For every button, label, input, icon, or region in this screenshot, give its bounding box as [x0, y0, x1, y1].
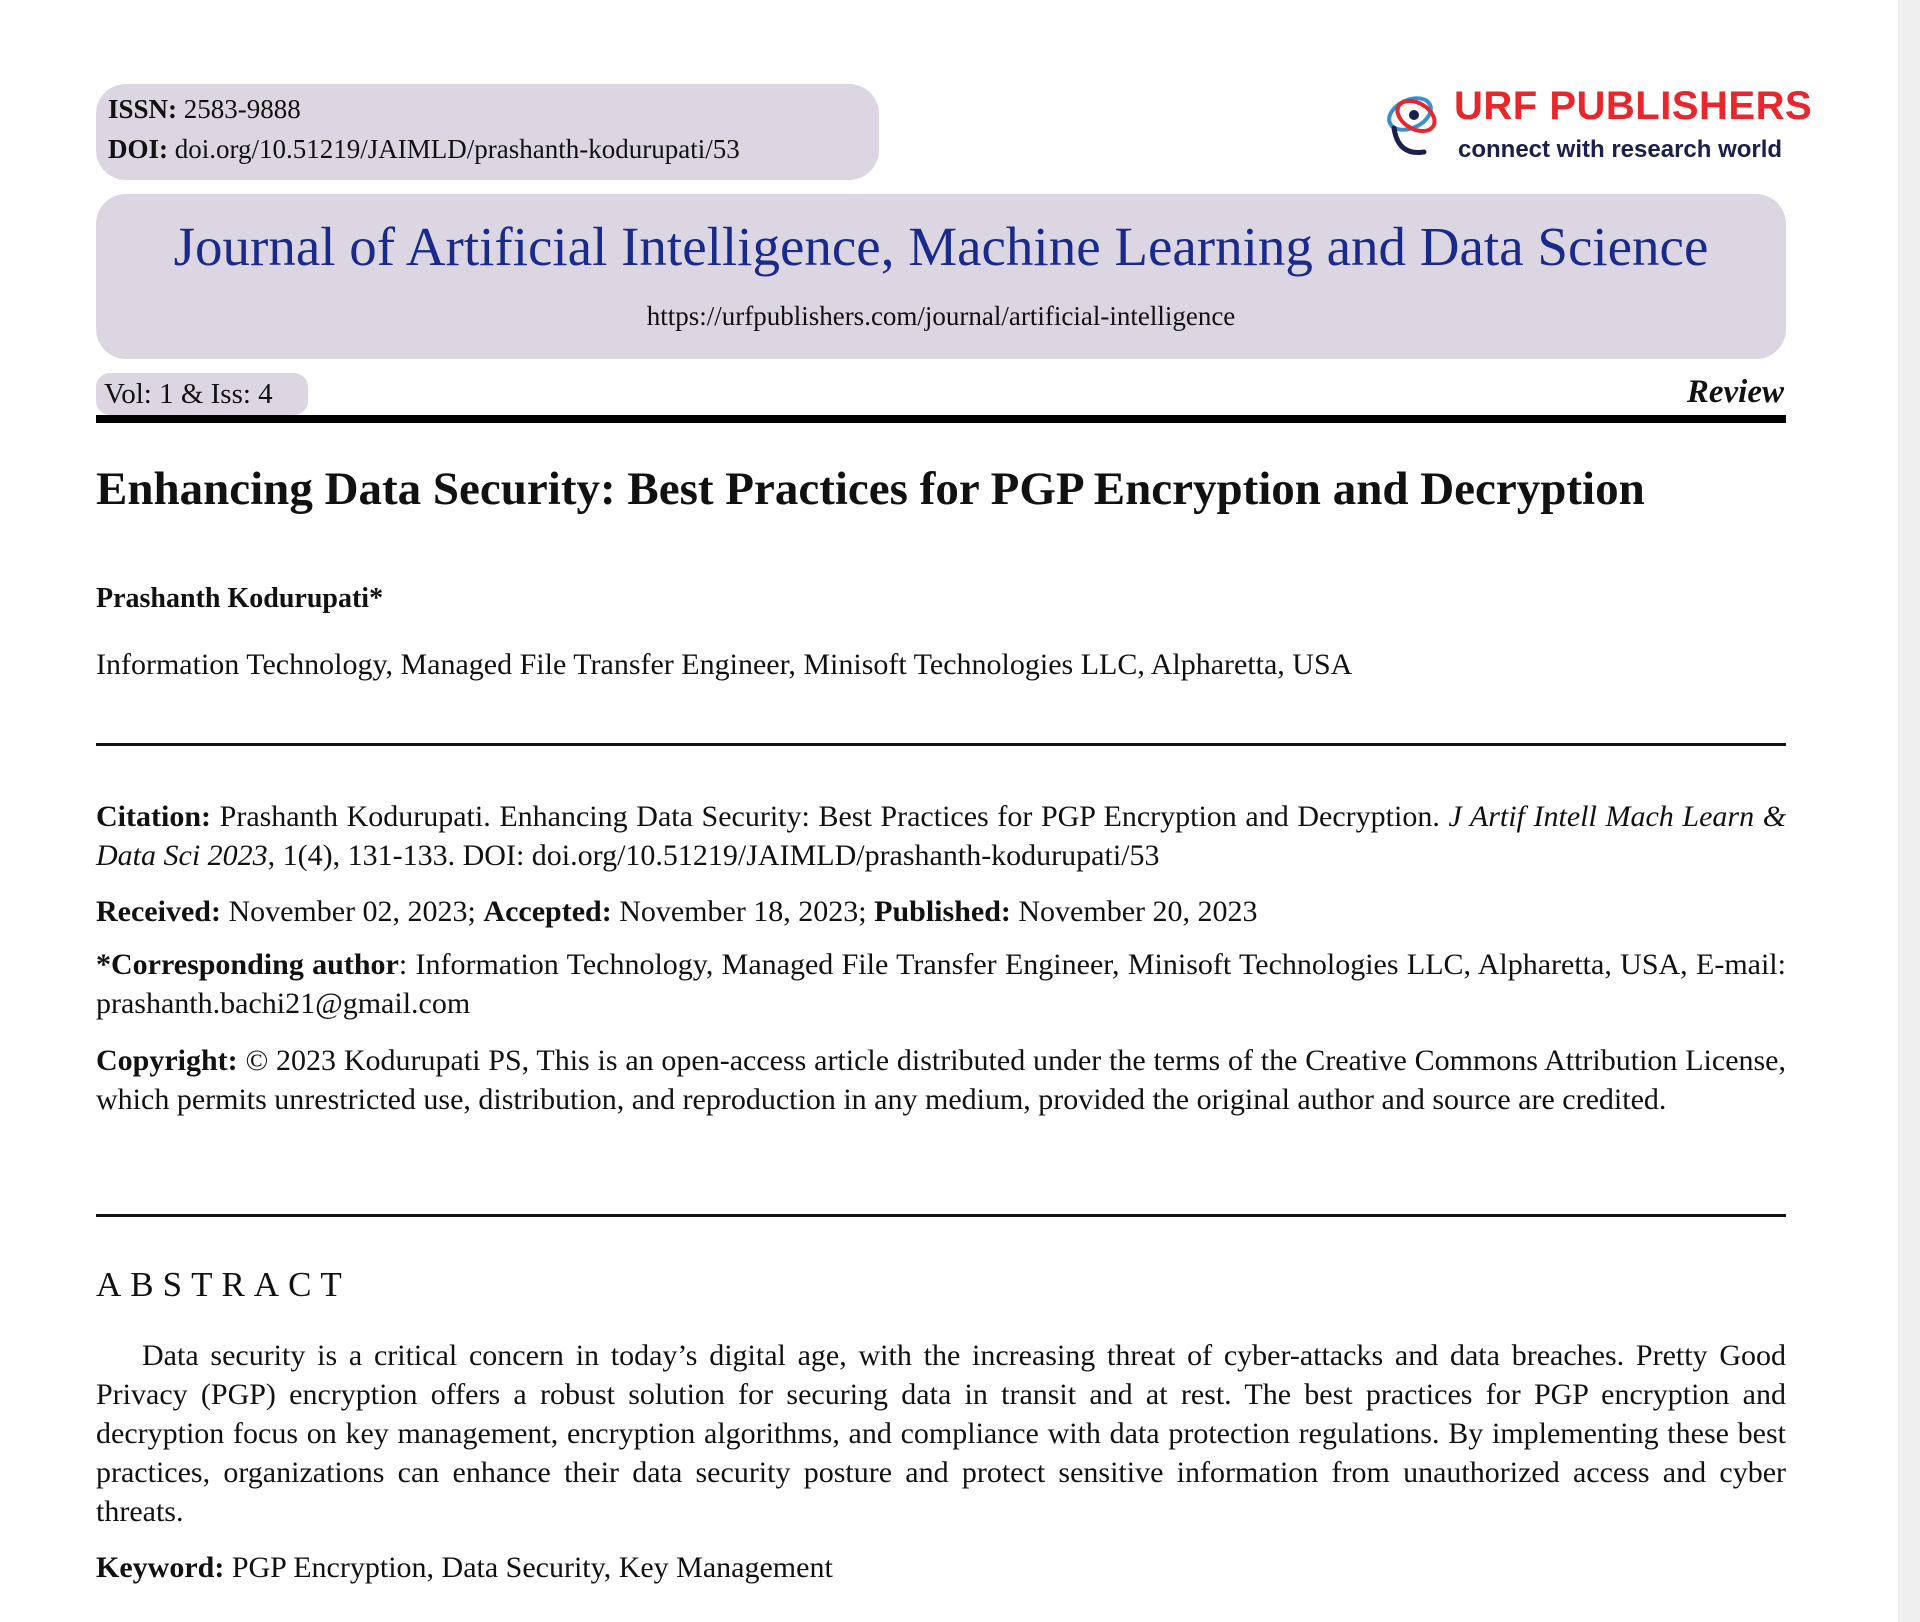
- citation-label: Citation:: [96, 800, 211, 833]
- doi-label: DOI:: [108, 134, 168, 164]
- doi-line: [108, 136, 740, 163]
- issn-label: ISSN:: [108, 94, 178, 124]
- corresponding-label: *Corresponding author: [96, 948, 399, 981]
- publisher-logo: [1380, 84, 1813, 168]
- copyright-label: Copyright:: [96, 1044, 238, 1077]
- received-date: November 02, 2023;: [228, 895, 476, 928]
- journal-banner: [96, 194, 1786, 359]
- accepted-label: Accepted:: [483, 895, 612, 928]
- citation-journal: J Artif Intell Mach Learn & Data Sci 2023: [96, 800, 1787, 872]
- issn-doi-box: [96, 84, 879, 180]
- journal-title: Journal of Artificial Intelligence, Machine Learning and Data Science: [173, 216, 1709, 277]
- issn-value: 2583-9888: [183, 94, 301, 124]
- citation-text: Prashanth Kodurupati. Enhancing Data Security: Best Practices for PGP Encryption and Decryption.: [219, 800, 1440, 833]
- corresponding-block: [96, 945, 1786, 1023]
- copyright-text: © 2023 Kodurupati PS, This is an open-access article distributed under the terms of the Creative Commons Attribution License, which permits unrestricted use, distribution, and reproduction in any medium, provided the original author and source are credited.: [96, 1044, 1786, 1116]
- dates-block: [96, 892, 1786, 931]
- abstract-heading: ABSTRACT: [96, 1265, 351, 1304]
- urf-publishers-logo-icon: [1380, 86, 1450, 162]
- accepted-date: November 18, 2023;: [619, 895, 867, 928]
- keyword-line: [96, 1548, 833, 1587]
- keyword-list: PGP Encryption, Data Security, Key Management: [231, 1551, 833, 1584]
- divider-bottom: [96, 1214, 1786, 1217]
- volume-issue: Vol: 1 & Iss: 4: [104, 378, 273, 410]
- doi-value[interactable]: doi.org/10.51219/JAIMLD/prashanth-kodurupati/53: [174, 134, 740, 164]
- corresponding-text: : Information Technology, Managed File Transfer Engineer, Minisoft Technologies LLC, Alpharetta, USA, E-mail: prashanth.bachi21@gmail.com: [96, 948, 1786, 1020]
- citation-block: [96, 797, 1786, 875]
- published-date: November 20, 2023: [1018, 895, 1258, 928]
- author-name: Prashanth Kodurupati*: [96, 583, 384, 614]
- journal-url[interactable]: https://urfpublishers.com/journal/artificial-intelligence: [646, 301, 1236, 331]
- publisher-name: URF PUBLISHERS: [1454, 84, 1813, 128]
- keyword-label: Keyword:: [96, 1551, 225, 1584]
- paper-title: Enhancing Data Security: Best Practices for PGP Encryption and Decryption: [96, 463, 1645, 515]
- publisher-tagline: connect with research world: [1458, 136, 1783, 163]
- article-type: Review: [1686, 374, 1784, 410]
- author-affiliation: Information Technology, Managed File Transfer Engineer, Minisoft Technologies LLC, Alpharetta, USA: [96, 648, 1353, 681]
- copyright-block: [96, 1041, 1786, 1119]
- published-label: Published:: [874, 895, 1011, 928]
- citation-rest: , 1(4), 131-133. DOI: doi.org/10.51219/JAIMLD/prashanth-kodurupati/53: [267, 839, 1160, 872]
- divider-top: [96, 743, 1786, 746]
- viewer-margin: [1898, 0, 1920, 1622]
- issn-line: [108, 96, 301, 123]
- abstract-text: Data security is a critical concern in today’s digital age, with the increasing threat of cyber-attacks and data breaches. Pretty Good Privacy (PGP) encryption offers a robust solution for securing data in transit and at rest. The best practices for PGP encryption and decryption focus on key management, encryption algorithms, and compliance with data protection regulations. By implementing these best practices, organizations can enhance their data security posture and protect sensitive information from unauthorized access and cyber threats.: [96, 1339, 1786, 1528]
- volume-issue-badge: [96, 373, 308, 415]
- received-label: Received:: [96, 895, 221, 928]
- header-divider: [96, 415, 1786, 423]
